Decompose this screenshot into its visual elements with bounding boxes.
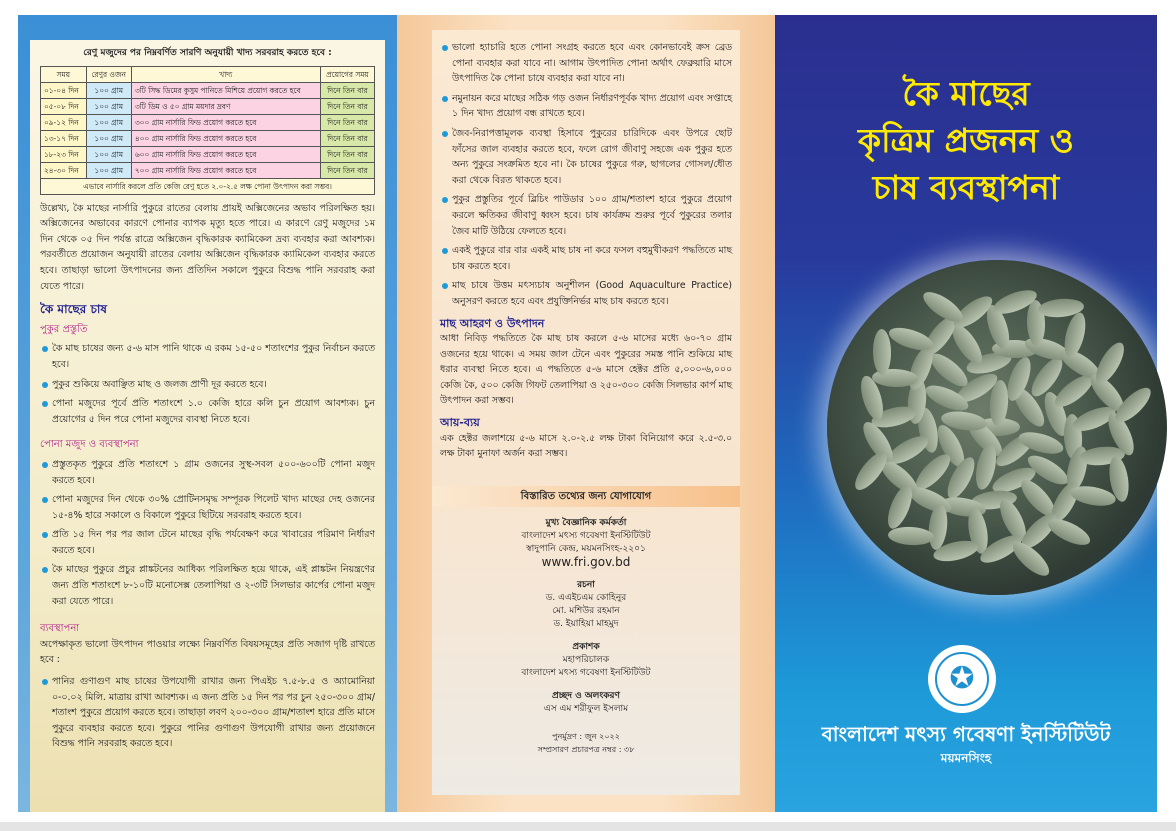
table-cell: ১০০ গ্রাম xyxy=(86,162,131,178)
table-header-row xyxy=(41,66,375,82)
table-caption: রেণু মজুদের পর নিম্নবর্ণিত সারণি অনুযায়ী খাদ্য সরবরাহ করতে হবে : xyxy=(83,48,332,58)
author: ড. এএইচএম কোহিনুর xyxy=(545,593,627,604)
practice-list xyxy=(440,40,732,310)
publisher-title: প্রকাশক xyxy=(572,642,600,653)
fish-shape xyxy=(1069,483,1117,509)
fish-shape xyxy=(1044,514,1093,550)
list-item: পোনা মজুদের পূর্বে প্রতি শতাংশে ১.০ কেজি হারে কলি চুন প্রয়োগ আবশ্যক। চুন প্রয়োগের ৫ দিন পরে পোনা মজুদের ব্যবস্থা নিতে হবে। xyxy=(40,396,375,427)
table-cell: ৩০০ গ্রাম নার্সারি ফিড প্রয়োগ করতে হবে xyxy=(131,114,320,130)
cover-title xyxy=(775,70,1157,211)
table-cell: দিনে তিন বার xyxy=(320,130,374,146)
institute-name: বাংলাদেশ মৎস্য গবেষণা ইনস্টিটিউট xyxy=(821,722,1111,746)
table-cell: ০১-০৪ দিন xyxy=(41,82,87,98)
institute-city: ময়মনসিংহ xyxy=(940,751,992,765)
list-item: প্রতি ১৫ দিন পর পর জাল টেনে মাছের বৃদ্ধি পর্যবেক্ষণ করে খাবারের পরিমাণ নির্ধারণ করতে হবে। xyxy=(40,527,375,558)
oxygen-note: উল্লেখ্য, কৈ মাছের নার্সারি পুকুরে রাতের বেলায় প্রায়ই অক্সিজেনের অভাব পরিলক্ষিত হয়। অক্সিজেনের অভাবের কারণে পোনার ব্যাপক মৃত্যু হতে পারে। এ কারণে রেণু মজুদের ১ম দিন থেকে ০৫ দিন পর্যন্ত রাত্রে অক্সিজেন বৃদ্ধিকারক ক্যামিকেল দ্রব্য ব্যবহার করা আবশ্যক। পরবর্তীতে প্রয়োজন অনুযায়ী রাতের বেলায় অক্সিজেন বৃদ্ধিকারক ক্যামিকেল ব্যবহার করতে হবে। তাছাড়া ভালো উৎপাদনের জন্য প্রতিদিন সকালে পুকুরে বিশুদ্ধ পানি সরবরাহ করা যেতে পারে। xyxy=(40,202,375,292)
table-cell: ৭০০ গ্রাম নার্সারি ফিড প্রয়োগ করতে হবে xyxy=(131,162,320,178)
list-item: কৈ মাছের পুকুরে প্রচুর প্লাঙ্কটনের আধিক্য পরিলক্ষিত হয়ে থাকে, এই প্লাঙ্কটন নিয়ন্ত্রণের জন্য প্রতি শতাংশে ৮-১০টি মনোসেক্স তেলাপিয়া ও ২-৩টি সিলভার কার্পের পোনা মজুদ করা যেতে পারে। xyxy=(40,562,375,609)
table-cell: দিনে তিন বার xyxy=(320,146,374,162)
list-item: পুকুর শুকিয়ে অবাঞ্ছিত মাছ ও জলজ প্রাণী দূর করতে হবে। xyxy=(40,377,375,393)
table-row xyxy=(41,98,375,114)
table-cell: ০৯-১২ দিন xyxy=(41,114,87,130)
harvest-title: মাছ আহরণ ও উৎপাদন xyxy=(440,316,545,330)
list-item: পানির গুণাগুণ মাছ চাষের উপযোগী রাখার জন্য পিএইচ ৭.৫-৮.৫ ও অ্যামোনিয়া ০-০.০২ মিলি. মাত্রায় রাখা আবশ্যক। এ জন্য প্রতি ১৫ দিন পর পর চুন ২৫০-৩০০ গ্রাম/শতাংশ পুকুরে প্রয়োগ করতে হবে। তাছাড়া লবণ ২০০-৩০০ গ্রাম/শতাংশ হারে প্রতি মাসে পুকুরে ব্যবহার করতে হবে। পুকুরে পানির গুণাগুণ উপযোগী রাখার জন্য প্রয়োজনে বিশুদ্ধ পানি সরবরাহ করতে হবে। xyxy=(40,674,375,752)
contact-address: স্বাদুপানি কেন্দ্র, ময়মনসিংহ-২২০১ xyxy=(526,544,646,555)
list-item: কৈ মাছ চাষের জন্য ৫-৬ মাস পানি থাকে এ রকম ১৫-৫০ শতাংশের পুকুর নির্বাচন করতে হবে। xyxy=(40,341,375,372)
pond-prep-title: পুকুর প্রস্তুতি xyxy=(40,323,88,335)
table-cell: ১০০ গ্রাম xyxy=(86,98,131,114)
table-cell: ৩টি ডিম ও ৫০ গ্রাম ময়দার দ্রবণ xyxy=(131,98,320,114)
list-item: প্রস্তুতকৃত পুকুরে প্রতি শতাংশে ১ গ্রাম ওজনের সুস্থ-সবল ৫০০-৬০০টি পোনা মজুদ করতে হবে। xyxy=(40,457,375,488)
table-row xyxy=(41,146,375,162)
table-cell: ০৫-০৮ দিন xyxy=(41,98,87,114)
table-cell: ১০০ গ্রাম xyxy=(86,114,131,130)
table-cell: ১০০ গ্রাম xyxy=(86,130,131,146)
table-cell: ৪০০ গ্রাম নার্সারি ফিড প্রয়োগ করতে হবে xyxy=(131,130,320,146)
panel2-content xyxy=(432,30,740,795)
table-row xyxy=(41,82,375,98)
list-item: ভালো হ্যাচারি হতে পোনা সংগ্রহ করতে হবে এবং কোনভাবেই ক্রস ব্রেড পোনা ব্যবহার করা যাবে না। আগাম উৎপাদিত পোনা অর্থাৎ ফেব্রুয়ারি মাসে উৎপাদিত কৈ পোনা চাষে ব্যবহার করা যাবে না। xyxy=(440,40,732,87)
section-title: কৈ মাছের চাষ xyxy=(40,302,108,317)
publisher-line: মহাপরিচালক xyxy=(562,655,610,666)
list-item: মাছ চাষে উত্তম মৎস্যচাষ অনুশীলন (Good Aquaculture Practice) অনুসরণ করতে হবে এবং প্রযুক্তিনির্ভর মাছ চাষ করতে হবে। xyxy=(440,278,732,309)
col-header: রেণুর ওজন xyxy=(86,66,131,82)
fish-shape xyxy=(1091,339,1130,388)
publisher-block xyxy=(440,641,732,680)
panel-feeding-culture xyxy=(18,15,397,812)
table-cell: দিনে তিন বার xyxy=(320,82,374,98)
list-item: জৈব-নিরাপত্তামূলক ব্যবস্থা হিসাবে পুকুরের চারিদিকে এবং উপরে ছোট ফাঁসের জাল ব্যবহার করতে হবে, ফলে রোগ জীবাণু সহজে এক পুকুর হতে অন্য পুকুরে সংক্রমিত হবে না। কৈ চাষের পুকুরে গরু, ছাগলের গোসল/ধৌত করা থেকে বিরত থাকতে হবে। xyxy=(440,126,732,188)
table-row xyxy=(41,114,375,130)
cover-artist: এস এম শরীফুল ইসলাম xyxy=(543,704,629,715)
author: ড. ইয়াহিয়া মাহমুদ xyxy=(553,619,619,630)
fish-shape xyxy=(888,526,935,546)
title-line: কৃত্রিম প্রজনন ও xyxy=(858,121,1074,160)
cover-panel xyxy=(775,15,1157,812)
pond-prep-list xyxy=(40,341,375,427)
title-line: চাষ ব্যবস্থাপনা xyxy=(872,168,1060,207)
table-cell: ৩টি সিদ্ধ ডিমের কুসুম পানিতে মিশিয়ে প্রয়োগ করতে হবে xyxy=(131,82,320,98)
list-item: নমুনায়ন করে মাছের সঠিক গড় ওজন নির্ধারণপূর্বক খাদ্য প্রয়োগ এবং সপ্তাহে ১ দিন খাদ্য প্রয়োগ বন্ধ রাখতে হবে। xyxy=(440,91,732,122)
contact-header: বিস্তারিত তথ্যের জন্য যোগাযোগ xyxy=(432,486,740,508)
table-row xyxy=(41,162,375,178)
list-item: পোনা মজুদের দিন থেকে ৩০% প্রোটিনসমৃদ্ধ সম্পূরক পিলেট খাদ্য মাছের দেহ ওজনের ১৫-৪% হারে সকালে ও বিকালে পুকুরে ছিটিয়ে সরবরাহ করতে হবে। xyxy=(40,492,375,523)
panel1-content xyxy=(30,40,385,812)
income-text: এক হেক্টর জলাশয়ে ৫-৬ মাসে ২.০-২.৫ লক্ষ টাকা বিনিয়োগ করে ২.৫-৩.০ লক্ষ টাকা মুনাফা অর্জন করা সম্ভব। xyxy=(440,432,732,460)
website-link[interactable]: www.fri.gov.bd xyxy=(541,555,631,570)
table-footer: এভাবে নার্সারি করলে প্রতি কেজি রেণু হতে ২.০-২.৫ লক্ষ পোনা উৎপাদন করা সম্ভব। xyxy=(41,178,375,194)
stocking-title: পোনা মজুদ ও ব্যবস্থাপনা xyxy=(40,439,139,451)
contact-org: বাংলাদেশ মৎস্য গবেষণা ইনস্টিটিউট xyxy=(521,531,651,542)
print-info xyxy=(440,730,732,756)
feeding-table xyxy=(40,66,375,195)
authors-block xyxy=(440,579,732,631)
bottom-bar xyxy=(0,822,1176,831)
table-cell: দিনে তিন বার xyxy=(320,114,374,130)
table-cell: ১৮-২৩ দিন xyxy=(41,146,87,162)
authors-title: রচনা xyxy=(577,580,595,591)
management-intro: অপেক্ষাকৃত ভালো উৎপাদন পাওয়ার লক্ষ্যে নিম্নবর্ণিত বিষয়সমূহের প্রতি সজাগ দৃষ্টি রাখতে হবে : xyxy=(40,638,375,666)
reprint-date: পুনর্মুদ্রণ : জুন ২০২২ xyxy=(552,732,620,742)
table-cell: দিনে তিন বার xyxy=(320,98,374,114)
table-cell: ৬০০ গ্রাম নার্সারি ফিড প্রয়োগ করতে হবে xyxy=(131,146,320,162)
fri-seal-icon: ✪ xyxy=(928,645,996,713)
contact-role: মুখ্য বৈজ্ঞানিক কর্মকর্তা xyxy=(545,518,627,529)
table-footer-row xyxy=(41,178,375,194)
list-item: পুকুর প্রস্তুতির পূর্বে ব্লিচিং পাউডার ১০০ গ্রাম/শতাংশ হারে পুকুরে প্রয়োগ করলে ক্ষতিকর জীবাণু ধ্বংস হবে। চাষ কার্যক্রম শুরুর পূর্বে পুকুরের তলার জৈব মাটি উঠিয়ে ফেলতে হবে। xyxy=(440,192,732,239)
stocking-list xyxy=(40,457,375,609)
harvest-text: আধা নিবিড় পদ্ধতিতে কৈ মাছ চাষ করলে ৫-৬ মাসের মধ্যে ৬০-৭০ গ্রাম ওজনের হয়ে থাকে। এ সময় জাল টেনে এবং পুকুরের সমস্ত পানি শুকিয়ে মাছ ধরার ব্যবস্থা নিতে হবে। এ পদ্ধতিতে ৫-৬ মাসে হেক্টর প্রতি ৫,০০০-৬,০০০ কেজি কৈ, ৫০০ কেজি গিফট তেলাপিয়া ও ২৫০-৩০০ কেজি সিলভার কার্প মাছ উৎপাদন করা সম্ভব। xyxy=(440,333,732,407)
col-header: খাদ্য xyxy=(131,66,320,82)
table-cell: ১৩-১৭ দিন xyxy=(41,130,87,146)
table-cell: দিনে তিন বার xyxy=(320,162,374,178)
management-list xyxy=(40,674,375,752)
management-title: ব্যবস্থাপনা xyxy=(40,623,80,635)
fish-shape xyxy=(1061,311,1090,360)
income-title: আয়-ব্যয় xyxy=(440,416,480,430)
panel-harvest-contact xyxy=(397,15,775,812)
title-line: কৈ মাছের xyxy=(902,74,1030,113)
table-row xyxy=(41,130,375,146)
table-cell: ১০০ গ্রাম xyxy=(86,82,131,98)
author: মো. মশিউর রহমান xyxy=(552,606,620,617)
fish-bowl-image xyxy=(827,260,1167,595)
contact-block xyxy=(440,517,732,569)
cover-block xyxy=(440,690,732,716)
cover-title: প্রচ্ছদ ও অলংকরণ xyxy=(552,691,620,702)
publication-number: সম্প্রসারণ প্রচারপত্র নম্বর : ৩৮ xyxy=(537,745,635,755)
list-item: একই পুকুরে বার বার একই মাছ চাষ না করে ফসল বহুমুখীকরণ পদ্ধতিতে মাছ চাষ করতে হবে। xyxy=(440,243,732,274)
col-header: প্রয়োগের সময় xyxy=(320,66,374,82)
table-cell: ২৪-৩০ দিন xyxy=(41,162,87,178)
publisher-line: বাংলাদেশ মৎস্য গবেষণা ইনস্টিটিউট xyxy=(521,668,651,679)
col-header: সময় xyxy=(41,66,87,82)
table-cell: ১০০ গ্রাম xyxy=(86,146,131,162)
